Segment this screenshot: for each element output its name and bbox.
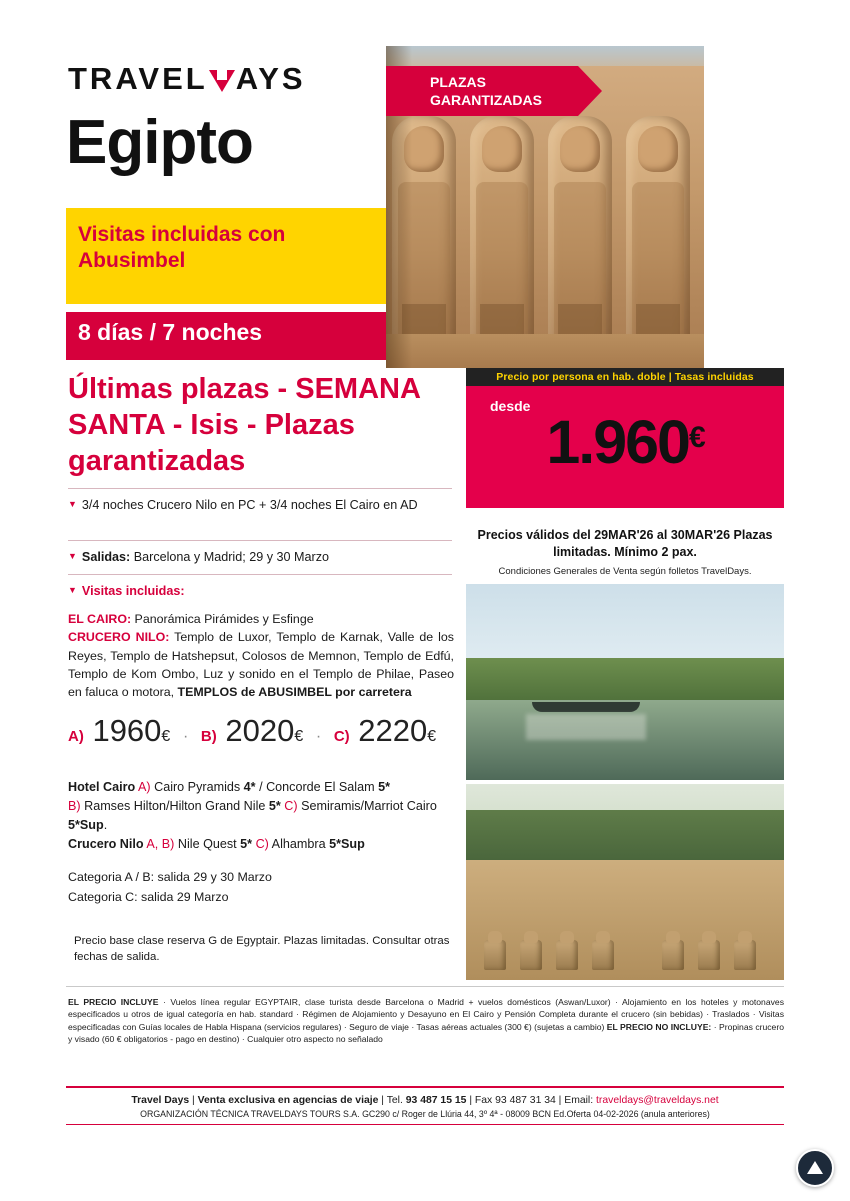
cruise-hotel-c-text: Alhambra bbox=[268, 836, 330, 851]
sphinx-statue bbox=[484, 940, 506, 970]
bullet-nights-text: 3/4 noches Crucero Nilo en PC + 3/4 noches El Cairo en AD bbox=[81, 498, 418, 512]
footer-sep-1: | bbox=[189, 1095, 198, 1106]
departures-label: Salidas: bbox=[81, 550, 131, 564]
footer-contact-line bbox=[66, 1093, 784, 1108]
felucca-water bbox=[466, 700, 784, 780]
categories-block bbox=[68, 868, 458, 908]
cruise-hotel-ab-text: Nile Quest bbox=[174, 836, 241, 851]
sphinx-statue bbox=[520, 940, 542, 970]
divider bbox=[68, 540, 452, 541]
hotel-cairo-a-tail: / Concorde El Salam bbox=[255, 780, 379, 794]
sphinx-statue bbox=[662, 940, 684, 970]
footer-exclusive: Venta exclusiva en agencias de viaje bbox=[197, 1095, 379, 1106]
hotel-cairo-label: Hotel Cairo bbox=[68, 780, 136, 794]
category-line: Categoria C: salida 29 Marzo bbox=[68, 889, 229, 904]
legal-includes-label: EL PRECIO INCLUYE bbox=[68, 997, 159, 1007]
footer bbox=[66, 1093, 784, 1121]
divider bbox=[66, 986, 784, 987]
hotel-cairo-a: A) bbox=[135, 780, 151, 794]
price-option-a-label: A) bbox=[68, 728, 84, 745]
divider bbox=[66, 1086, 784, 1088]
cairo-label: EL CAIRO: bbox=[68, 612, 132, 626]
price-amount-value: 1.960 bbox=[546, 408, 689, 476]
page-title: Egipto bbox=[66, 108, 253, 177]
separator-dot: · bbox=[182, 728, 189, 745]
price-option-c-value: 2220 bbox=[358, 713, 428, 748]
cruise-hotel-ab: A, B) bbox=[143, 836, 175, 851]
triangle-mark-icon bbox=[209, 70, 235, 92]
cruise-hotel-label: Crucero Nilo bbox=[68, 836, 144, 851]
cairo-text: Panorámica Pirámides y Esfinge bbox=[131, 612, 314, 626]
photo-felucca-nile bbox=[466, 584, 784, 780]
price-option-c-label: C) bbox=[333, 728, 350, 745]
footer-legal-line: ORGANIZACIÓN TÉCNICA TRAVELDAYS TOURS S.A. GC290 c/ Roger de Llúria 44, 3º 4ª - 08009 BCN Ed.Oferta 04-02-2026 (anula anteriores) bbox=[140, 1109, 710, 1120]
divider bbox=[68, 574, 452, 575]
hotel-cairo-a-cat2: 5* bbox=[378, 780, 390, 794]
photo-sphinx-avenue bbox=[466, 784, 784, 980]
price-option-b-label: B) bbox=[200, 728, 217, 745]
visits-label: Visitas incluidas: bbox=[81, 584, 185, 598]
divider bbox=[66, 1124, 784, 1125]
footer-sep-3: | Fax 93 487 31 34 | Email: bbox=[466, 1095, 597, 1106]
footer-phone[interactable]: 93 487 15 15 bbox=[405, 1095, 467, 1106]
hotel-cairo-b-cat: 5* bbox=[268, 798, 281, 813]
price-panel bbox=[466, 386, 784, 508]
hotel-cairo-c: C) bbox=[280, 798, 298, 813]
hotel-cairo-a-cat: 4* bbox=[243, 780, 256, 794]
sphinx-statue bbox=[698, 940, 720, 970]
price-options-row bbox=[68, 715, 458, 746]
cruise-bold-tail: TEMPLOS de ABUSIMBEL por carretera bbox=[177, 685, 412, 700]
legal-text bbox=[68, 996, 784, 1046]
yellow-banner bbox=[66, 208, 386, 304]
price-currency: € bbox=[688, 421, 706, 454]
departures-value: Barcelona y Madrid; 29 y 30 Marzo bbox=[130, 550, 330, 564]
hotel-cairo-a-text: Cairo Pyramids bbox=[150, 780, 244, 794]
price-panel-header: Precio por persona en hab. doble | Tasas incluidas bbox=[466, 368, 784, 386]
cruise-hotel-c-cat: 5*Sup bbox=[329, 836, 365, 851]
red-banner bbox=[66, 312, 386, 360]
divider bbox=[68, 488, 452, 489]
bullet-departures bbox=[68, 548, 454, 566]
brand-name-part2: AYS bbox=[235, 60, 306, 96]
hotel-cairo-b: B) bbox=[68, 798, 81, 813]
sphinx-statue bbox=[556, 940, 578, 970]
play-badge-icon[interactable] bbox=[796, 1149, 834, 1187]
yellow-banner-text: Visitas incluidas con Abusimbel bbox=[78, 223, 286, 273]
price-option-b-currency: € bbox=[294, 728, 304, 745]
legal-excludes-label: EL PRECIO NO INCLUYE: bbox=[606, 1021, 712, 1032]
hotels-block: Hotel Cairo A) Cairo Pyramids 4* / Concorde El Salam 5* B) Ramses Hilton/Hilton Grand Nile 5* C) Semiramis/Marriot Cairo 5*Sup. Crucero Nilo A, B) Nile Quest 5* C) Alhambra 5*Sup bbox=[68, 780, 437, 851]
water-reflection bbox=[526, 714, 646, 740]
felucca-riverbank bbox=[466, 658, 784, 704]
visits-details bbox=[68, 610, 454, 702]
price-option-a-currency: € bbox=[161, 728, 171, 745]
cruise-text: Templo de Luxor, Templo de Karnak, Valle de los Reyes, Templo de Hatshepsut, Colosos de Memnon, Templo de Edfú, Templo de Kom Ombo, Luz y sonido en el Templo de Philae, Paseo en faluca o motora, bbox=[68, 630, 454, 700]
legal-includes-text: · Vuelos línea regular EGYPTAIR, clase turista desde Barcelona o Madrid + vuelos domésticos (Aswan/Luxor) · Alojamiento en los hoteles y motonaves especificados u otros de igual categoría en hab. standard · Régimen de Alojamiento y Desayuno en El Cairo y Pensión Completa durante el crucero (sin bebidas) · Traslados · Visitas especificadas con Guías locales de Habla Hispana (servicios regulares) · Seguro de viaje · Tasas aéreas actuales (300 €) (sujetas a cambio) bbox=[68, 997, 784, 1032]
sphinx-statue bbox=[592, 940, 614, 970]
colossus-statue bbox=[470, 116, 534, 366]
separator-dot: · bbox=[315, 728, 322, 745]
cruise-hotel-c: C) bbox=[252, 836, 269, 851]
triangle-bullet-icon: ▼ bbox=[68, 551, 77, 561]
bullet-visits bbox=[68, 582, 454, 600]
price-validity: Precios válidos del 29MAR'26 al 30MAR'26 Plazas limitadas. Mínimo 2 pax. bbox=[477, 528, 773, 559]
guaranteed-seats-flag: PLAZAS GARANTIZADAS bbox=[386, 66, 578, 116]
price-option-b-value: 2020 bbox=[225, 713, 295, 748]
sphinx-statue bbox=[734, 940, 756, 970]
category-line: Categoria A / B: salida 29 y 30 Marzo bbox=[68, 870, 272, 884]
colossus-statue bbox=[626, 116, 690, 366]
triangle-bullet-icon: ▼ bbox=[68, 585, 77, 595]
price-option-c-currency: € bbox=[427, 728, 437, 745]
footer-sep-2: | Tel. bbox=[378, 1095, 406, 1106]
brand-name-part1: TRAVEL bbox=[68, 60, 208, 96]
legal-excludes-text: · Propinas crucero y visado (60 € obligatorios - pago en destino) · Cualquier otro aspecto no señalado bbox=[68, 1021, 784, 1045]
footer-company: Travel Days bbox=[131, 1095, 190, 1106]
base-price-note: Precio base clase reserva G de Egyptair. Plazas limitadas. Consultar otras fechas de salida. bbox=[74, 935, 450, 963]
offer-headline: Últimas plazas - SEMANA SANTA - Isis - Plazas garantizadas bbox=[68, 373, 420, 477]
hotel-cairo-b-text: Ramses Hilton/Hilton Grand Nile bbox=[80, 798, 269, 813]
bullet-nights bbox=[68, 496, 454, 514]
price-conditions: Condiciones Generales de Venta según folletos TravelDays. bbox=[498, 566, 752, 577]
price-from-label: desde bbox=[490, 398, 531, 414]
colossus-statue bbox=[548, 116, 612, 366]
footer-email-link[interactable]: traveldays@traveldays.net bbox=[596, 1095, 719, 1106]
cruise-hotel-ab-cat: 5* bbox=[240, 836, 253, 851]
hero-sand bbox=[386, 334, 704, 368]
red-banner-text: 8 días / 7 noches bbox=[78, 319, 263, 345]
boat-hull bbox=[532, 702, 640, 712]
cruise-label: CRUCERO NILO: bbox=[68, 630, 170, 645]
price-amount bbox=[486, 404, 766, 480]
price-option-a-value: 1960 bbox=[92, 713, 162, 748]
brand-logo bbox=[68, 58, 368, 98]
hotel-cairo-c-cat: 5*Sup bbox=[68, 817, 104, 832]
hotel-cairo-c-text: Semiramis/Marriot Cairo bbox=[297, 798, 437, 813]
triangle-bullet-icon: ▼ bbox=[68, 499, 77, 509]
